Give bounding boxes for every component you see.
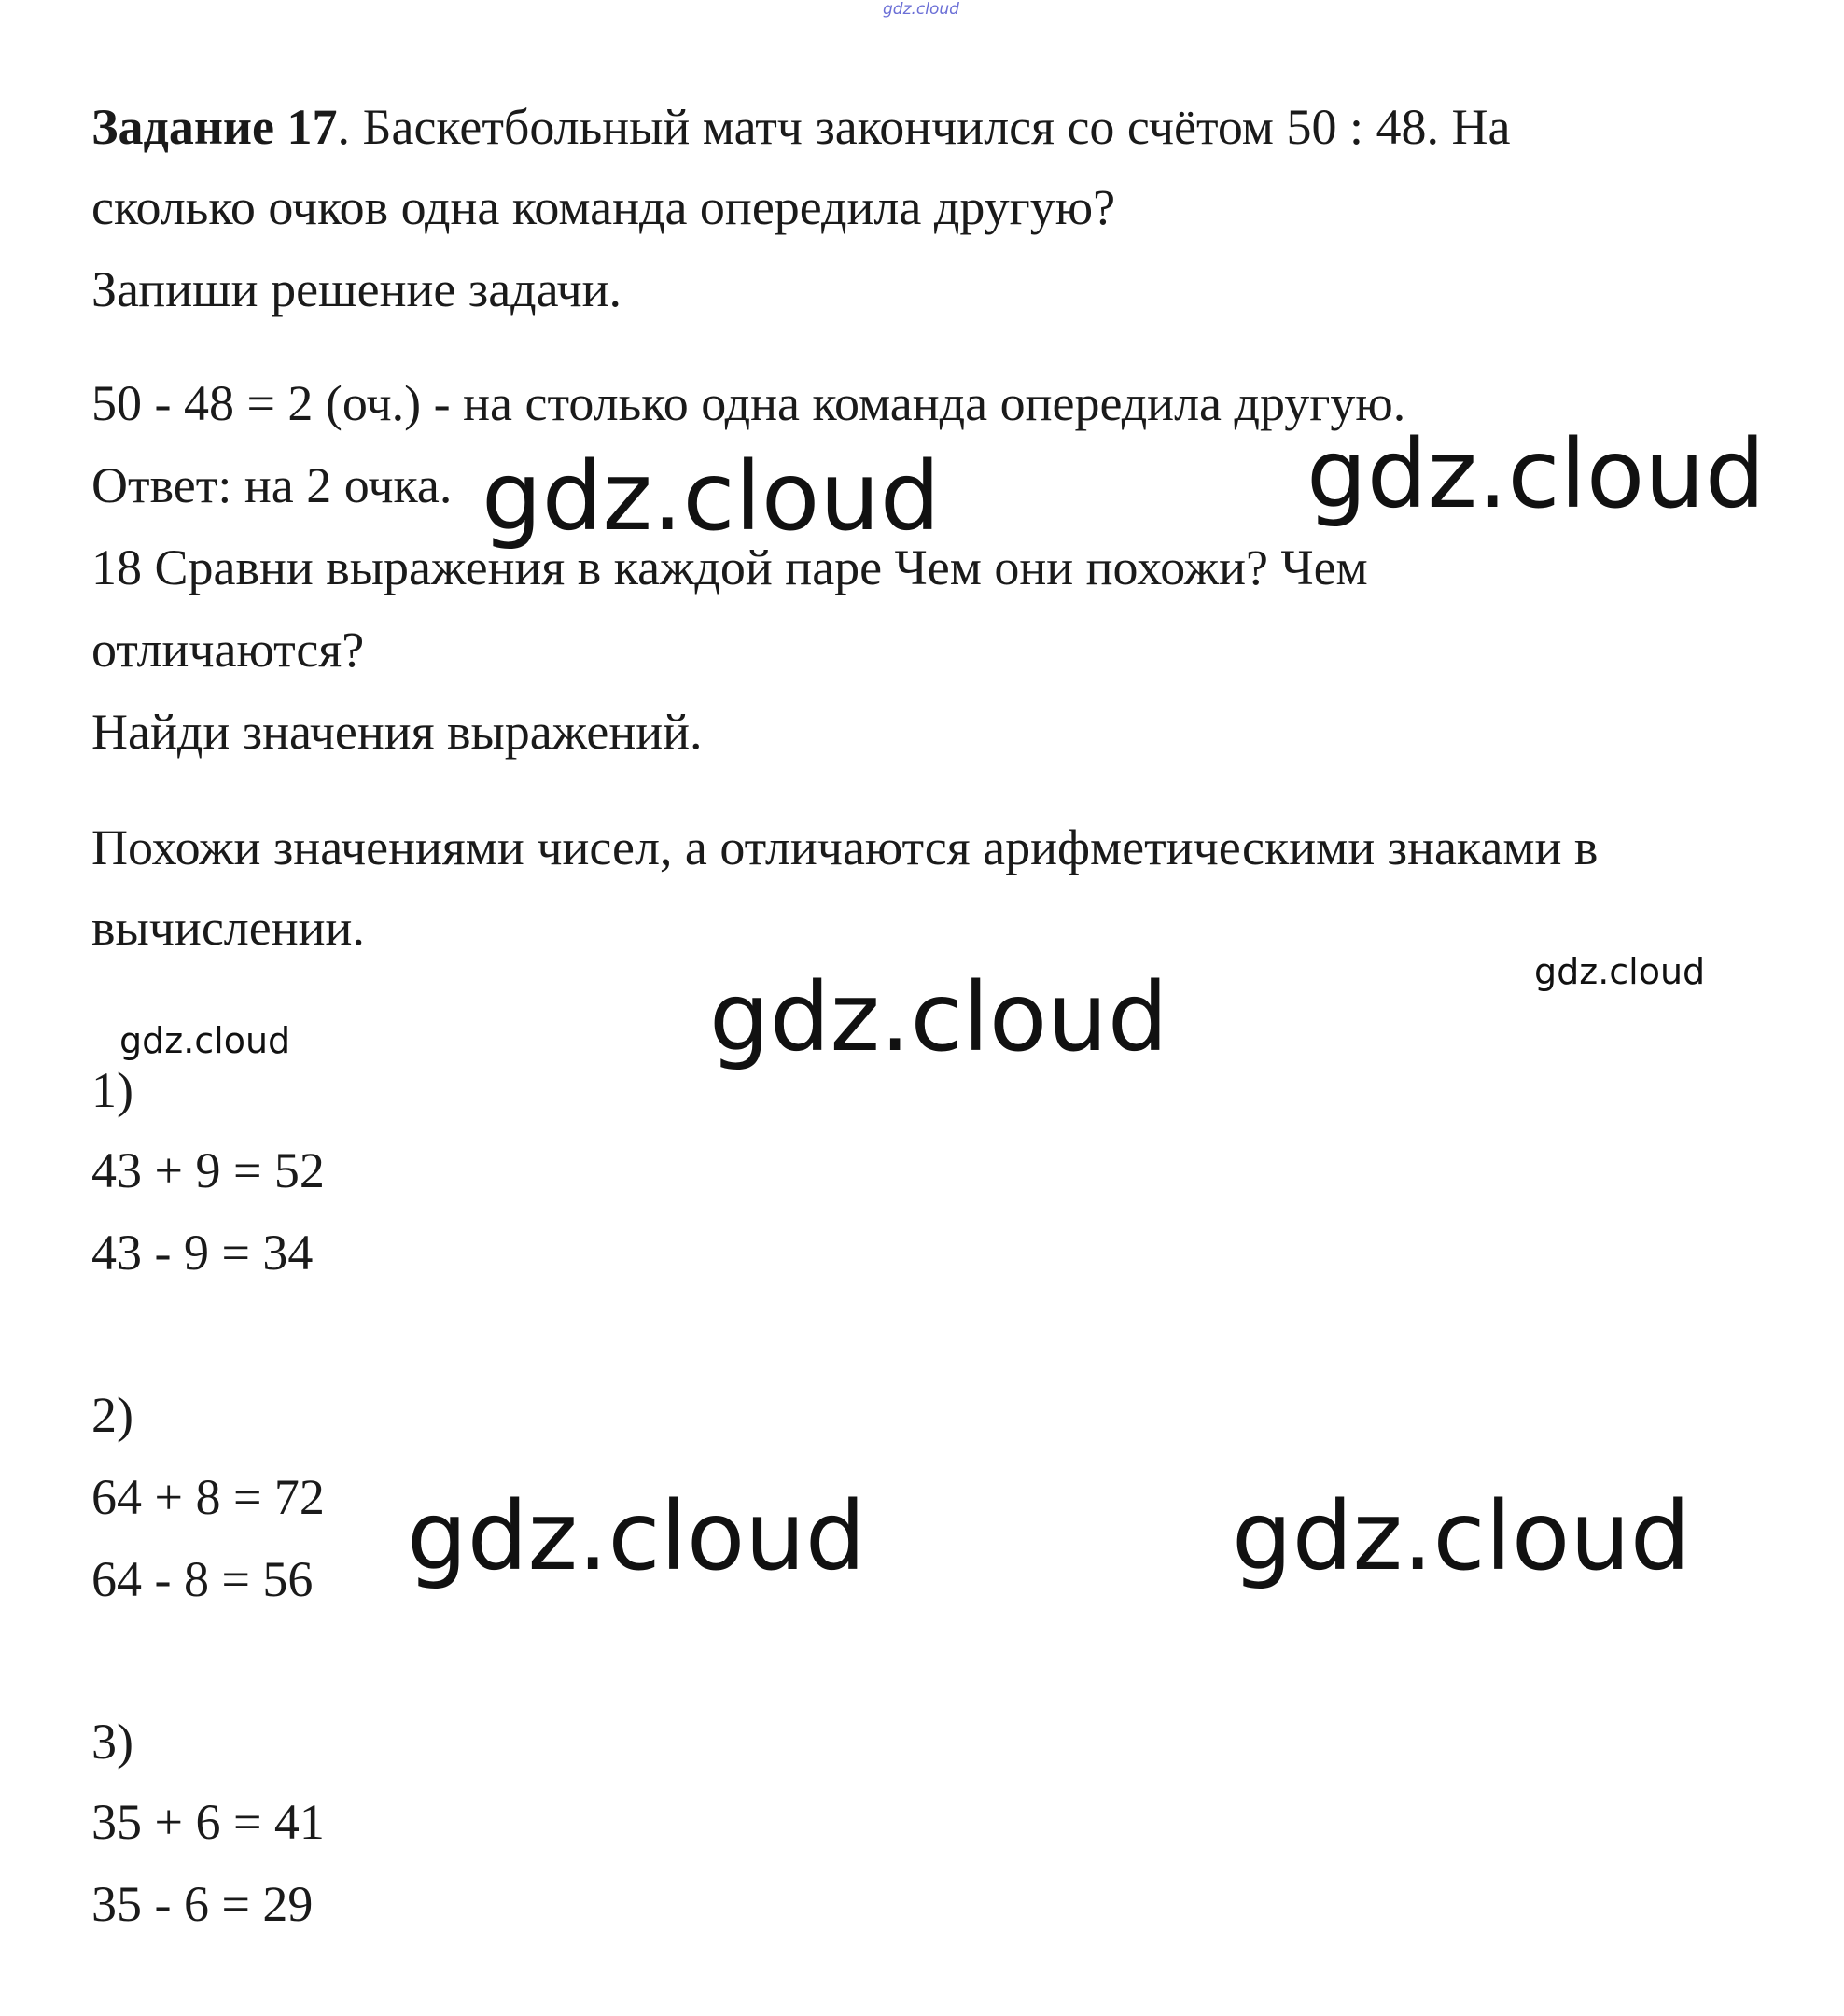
watermark-7: gdz.cloud xyxy=(1232,1481,1691,1592)
task17-label: Задание 17 xyxy=(91,99,338,155)
watermark-3: gdz.cloud xyxy=(1534,951,1706,992)
pair-1-expr2: 43 - 9 = 34 xyxy=(91,1225,314,1281)
task18-explanation-line2: вычислении. xyxy=(91,900,365,956)
task17-solution: 50 - 48 = 2 (оч.) - на столько одна команда опередила другую. xyxy=(91,375,1406,431)
task18-line1: 18 Сравни выражения в каждой паре Чем они похожи? Чем xyxy=(91,539,1368,595)
pair-3-expr2: 35 - 6 = 29 xyxy=(91,1876,314,1932)
pair-2-expr2: 64 - 8 = 56 xyxy=(91,1551,314,1607)
task17-line3: Запиши решение задачи. xyxy=(91,261,622,317)
task18-explanation-line1: Похожи значениями чисел, а отличаются арифметическими знаками в xyxy=(91,819,1599,875)
task17-line2: сколько очков одна команда опередила другую? xyxy=(91,179,1116,235)
pair-2-label: 2) xyxy=(91,1387,133,1443)
watermark-1: gdz.cloud xyxy=(482,441,941,553)
task18-line3: Найди значения выражений. xyxy=(91,704,703,760)
task17-line1 xyxy=(91,97,1510,157)
top-watermark: gdz.cloud xyxy=(883,0,959,19)
watermark-2: gdz.cloud xyxy=(1306,419,1766,530)
watermark-4: gdz.cloud xyxy=(709,962,1168,1073)
task18-line2: отличаются? xyxy=(91,622,365,678)
pair-1-expr1: 43 + 9 = 52 xyxy=(91,1142,325,1198)
task17-line1-text: . Баскетбольный матч закончился со счётом 50 : 48. На xyxy=(337,99,1511,155)
watermark-5: gdz.cloud xyxy=(119,1020,291,1061)
pair-1-label: 1) xyxy=(91,1062,133,1118)
task17-answer: Ответ: на 2 очка. xyxy=(91,457,453,513)
pair-3-label: 3) xyxy=(91,1714,133,1770)
pair-3-expr1: 35 + 6 = 41 xyxy=(91,1794,325,1850)
watermark-6: gdz.cloud xyxy=(407,1481,866,1592)
pair-2-expr1: 64 + 8 = 72 xyxy=(91,1469,325,1525)
